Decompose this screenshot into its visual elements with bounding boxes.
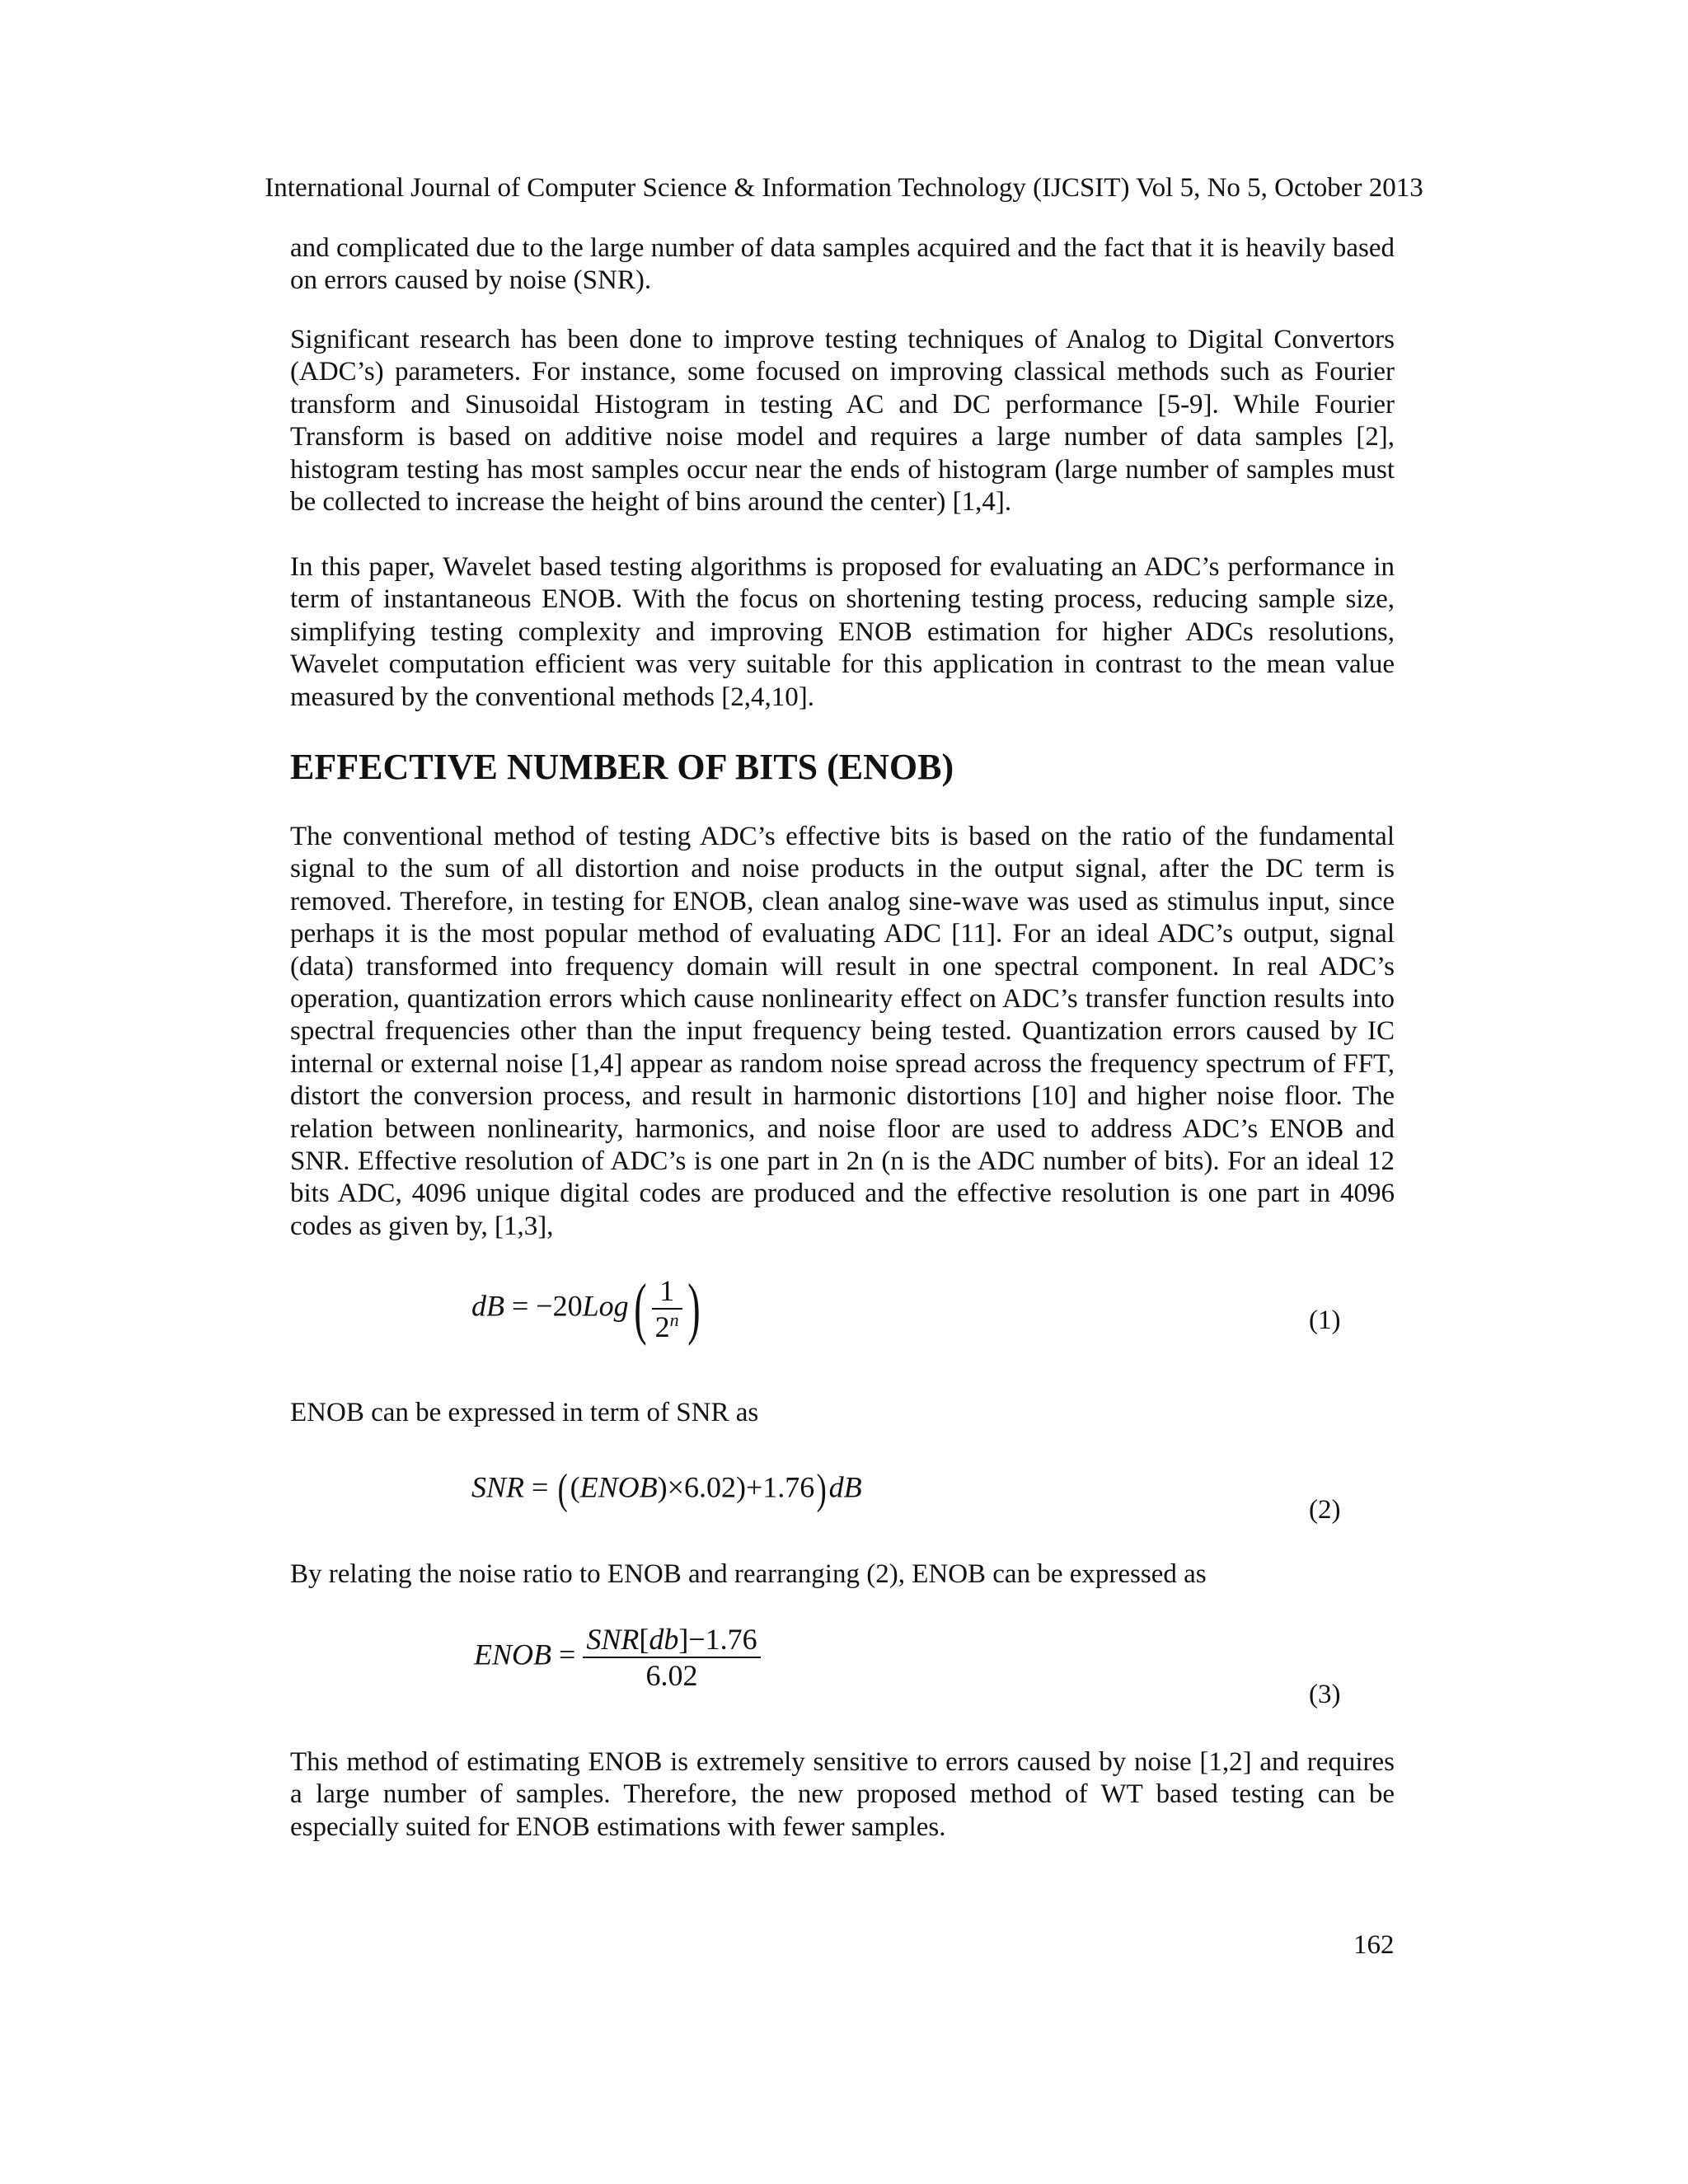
equation-3 <box>474 1622 761 1693</box>
eq2-lhs: SNR <box>471 1470 525 1504</box>
section-heading: EFFECTIVE NUMBER OF BITS (ENOB) <box>290 747 954 787</box>
equation-1 <box>471 1270 706 1347</box>
eq3-num-snr: SNR <box>586 1623 640 1656</box>
paragraph-5: ENOB can be expressed in term of SNR as <box>290 1398 759 1427</box>
eq3-num-db: db <box>649 1623 679 1656</box>
eq2-outer-right-paren: ) <box>816 1466 827 1513</box>
eq1-left-paren: ( <box>633 1270 647 1347</box>
paragraph-7: This method of estimating ENOB is extremely sensitive to errors caused by noise [1,2] and requires a large number of samples. Therefore, the new proposed method of WT based testing can be especially suited for ENOB estimations with fewer samples. <box>290 1747 1395 1842</box>
eq2-plus: +1.76 <box>745 1470 815 1504</box>
equation-2: SNR = ((ENOB)×6.02)+1.76)dB <box>471 1466 862 1513</box>
paragraph-4: The conventional method of testing ADC’s effective bits is based on the ratio of the fundamental signal to the sum of all distortion and noise products in the output signal, after the DC term is removed. Therefore, in testing for ENOB, clean analog sine-wave was used as stimulus input, since perhaps it is the most popular method of evaluating ADC [11]. For an ideal ADC’s output, signal (data) transformed into frequency domain will result in one spectral component. In real ADC’s operation, quantization errors which cause nonlinearity effect on ADC’s transfer function results into spectral frequencies other than the input frequency being tested. Quantization errors caused by IC internal or external noise [1,4] appear as random noise spread across the frequency spectrum of FFT, distort the conversion process, and result in harmonic distortions [10] and higher noise floor. The relation between nonlinearity, harmonics, and noise floor are used to address ADC’s ENOB and SNR. Effective resolution of ADC’s is one part in 2n (n is the ADC number of bits). For an ideal 12 bits ADC, 4096 unique digital codes are produced and the effective resolution is one part in 4096 codes as given by, [1,3], <box>290 822 1395 1241</box>
eq1-den-exp: n <box>669 1310 679 1330</box>
eq1-lhs: dB <box>471 1289 504 1323</box>
eq2-outer-left-paren: ( <box>557 1466 569 1513</box>
equation-3-number: (3) <box>1309 1680 1341 1709</box>
eq2-mult: ×6.02) <box>667 1470 746 1504</box>
eq3-denominator: 6.02 <box>583 1657 760 1693</box>
running-header: International Journal of Computer Science & Information Technology (IJCSIT) Vol 5, No 5, October 2013 <box>265 173 1423 203</box>
eq3-numerator: SNR[db]−1.76 <box>586 1623 757 1656</box>
page-number: 162 <box>1353 1930 1395 1960</box>
eq3-lhs: ENOB <box>474 1638 551 1671</box>
equation-1-number: (1) <box>1309 1305 1341 1335</box>
eq3-fraction <box>583 1622 760 1693</box>
paragraph-2: Significant research has been done to improve testing techniques of Analog to Digital Convertors (ADC’s) parameters. For instance, some focused on improving classical methods such as Fourier transform and Sinusoidal Histogram in testing AC and DC performance [5-9]. While Fourier Transform is based on additive noise model and requires a large number of data samples [2], histogram testing has most samples occur near the ends of histogram (large number of samples must be collected to increase the height of bins around the center) [1,4]. <box>290 325 1395 518</box>
eq2-eq-sign: = <box>532 1470 549 1504</box>
paragraph-6: By relating the noise ratio to ENOB and rearranging (2), ENOB can be expressed as <box>290 1559 1207 1589</box>
eq1-numerator: 1 <box>659 1274 675 1307</box>
paragraph-3: In this paper, Wavelet based testing algorithms is proposed for evaluating an ADC’s performance in term of instantaneous ENOB. With the focus on shortening testing process, reducing sample size, simplifying testing complexity and improving ENOB estimation for higher ADCs resolutions, Wavelet computation efficient was very suitable for this application in contrast to the mean value measured by the conventional methods [2,4,10]. <box>290 552 1395 712</box>
eq2-inner: ENOB <box>579 1470 658 1504</box>
eq1-fraction <box>652 1273 682 1344</box>
eq1-right-paren: ) <box>687 1270 701 1347</box>
eq3-num-rest: −1.76 <box>688 1623 757 1656</box>
eq2-unit: dB <box>828 1470 862 1504</box>
eq1-func: Log <box>582 1289 629 1323</box>
eq1-operator: = −20 <box>512 1289 583 1323</box>
eq1-den-base: 2 <box>654 1310 670 1343</box>
eq3-eq-sign: = <box>559 1638 576 1671</box>
paragraph-1: and complicated due to the large number of data samples acquired and the fact that it is heavily based on errors caused by noise (SNR). <box>290 233 1395 296</box>
eq1-denominator <box>652 1308 682 1344</box>
equation-2-number: (2) <box>1309 1495 1341 1525</box>
